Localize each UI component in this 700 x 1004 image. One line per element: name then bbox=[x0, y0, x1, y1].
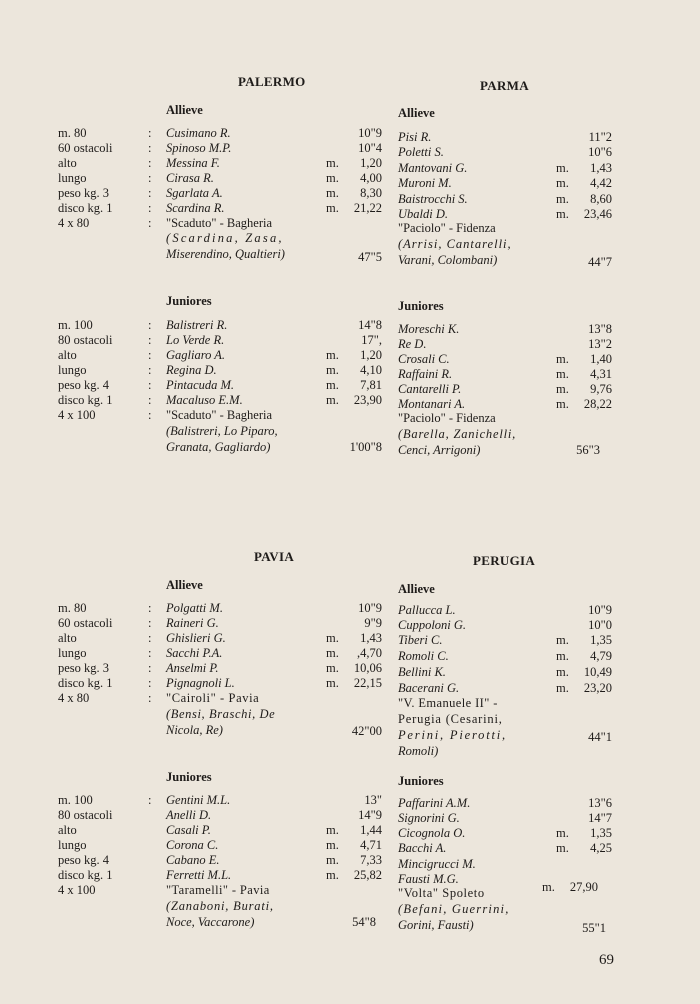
unit-label: m. bbox=[326, 631, 339, 645]
unit-label: m. bbox=[556, 665, 569, 679]
result-value: 4,31 bbox=[590, 367, 612, 381]
athlete-name: Fausti M.G. bbox=[398, 872, 459, 886]
unit-label: m. bbox=[556, 161, 569, 175]
relay-result-value: 54"8 bbox=[352, 915, 376, 929]
unit-label: m. bbox=[556, 681, 569, 695]
result-value: 1,20 bbox=[360, 348, 382, 362]
athlete-name: Cusimano R. bbox=[166, 126, 231, 140]
event-label: disco kg. 1 bbox=[58, 393, 113, 407]
unit-label: m. bbox=[326, 838, 339, 852]
event-label: disco kg. 1 bbox=[58, 201, 113, 215]
event-label: 60 ostacoli bbox=[58, 616, 113, 630]
result-value: 10"0 bbox=[588, 618, 612, 632]
event-label: disco kg. 1 bbox=[58, 868, 113, 882]
unit-label: m. bbox=[556, 382, 569, 396]
result-value: 11"2 bbox=[588, 130, 612, 144]
result-value: 23,20 bbox=[583, 681, 612, 695]
event-label: alto bbox=[58, 823, 77, 837]
athlete-name: Muroni M. bbox=[398, 176, 452, 190]
result-value: 23,46 bbox=[583, 207, 612, 221]
athlete-name: Sacchi P.A. bbox=[166, 646, 223, 660]
athlete-name: Montanari A. bbox=[398, 397, 466, 411]
unit-label: m. bbox=[556, 633, 569, 647]
athlete-name: Regina D. bbox=[166, 363, 217, 377]
unit-label: m. bbox=[326, 853, 339, 867]
unit-label: m. bbox=[326, 348, 339, 362]
result-value: 17", bbox=[361, 333, 382, 347]
city-heading-perugia: PERUGIA bbox=[473, 553, 536, 568]
result-value: 1,20 bbox=[360, 156, 382, 170]
result-value: 7,81 bbox=[360, 378, 382, 392]
event-label: m. 100 bbox=[58, 793, 93, 807]
relay-members: Romoli) bbox=[398, 744, 439, 758]
result-value: 4,71 bbox=[360, 838, 382, 852]
event-label: lungo bbox=[58, 838, 87, 852]
relay-members: Miserendino, Qualtieri) bbox=[166, 247, 285, 261]
relay-result-value: 55"1 bbox=[582, 921, 606, 935]
unit-label: m. bbox=[556, 841, 569, 855]
event-label: m. 80 bbox=[58, 126, 87, 140]
athlete-name: Ubaldi D. bbox=[398, 207, 448, 221]
unit-label: m. bbox=[326, 363, 339, 377]
relay-members: Nicola, Re) bbox=[166, 723, 223, 737]
relay-members: (Balistreri, Lo Piparo, bbox=[166, 424, 278, 438]
result-value: 14"9 bbox=[358, 808, 382, 822]
event-label: 60 ostacoli bbox=[58, 141, 113, 155]
athlete-name: Cicognola O. bbox=[398, 826, 466, 840]
event-label: alto bbox=[58, 631, 77, 645]
unit-label: m. bbox=[326, 676, 339, 690]
event-label: 4 x 80 bbox=[58, 691, 90, 705]
relay-result-value: 47"5 bbox=[358, 250, 382, 264]
relay-club: "Paciolo" - Fidenza bbox=[398, 411, 496, 425]
page-number: 69 bbox=[599, 952, 614, 968]
city-heading-pavia: PAVIA bbox=[254, 549, 295, 564]
athlete-name: Bacerani G. bbox=[398, 681, 460, 695]
result-value: 8,30 bbox=[360, 186, 382, 200]
unit-label: m. bbox=[326, 823, 339, 837]
athlete-name: Mantovani G. bbox=[398, 161, 468, 175]
athlete-name: Moreschi K. bbox=[398, 322, 460, 336]
relay-members: (Bensi, Braschi, De bbox=[166, 707, 276, 721]
result-value: ,4,70 bbox=[357, 646, 382, 660]
result-value: 10"9 bbox=[588, 603, 612, 617]
result-value: 1,35 bbox=[590, 633, 612, 647]
relay-members: (Scardina, Zasa, bbox=[166, 231, 284, 245]
unit-label: m. bbox=[556, 352, 569, 366]
relay-members: Perini, Pierotti, bbox=[398, 728, 507, 742]
unit-label: m. bbox=[326, 393, 339, 407]
unit-label: m. bbox=[326, 868, 339, 882]
relay-result-value: 42"00 bbox=[351, 724, 382, 738]
relay-club: "Volta" Spoleto bbox=[398, 886, 485, 900]
athlete-name: Anselmi P. bbox=[166, 661, 219, 675]
athlete-name: Pisi R. bbox=[398, 130, 432, 144]
result-value: 13"8 bbox=[588, 322, 612, 336]
athlete-name: Anelli D. bbox=[166, 808, 212, 822]
result-value: 9,76 bbox=[590, 382, 612, 396]
relay-members: (Zanaboni, Burati, bbox=[166, 899, 274, 913]
result-value: 8,60 bbox=[590, 192, 612, 206]
relay-members-line: Perugia (Cesarini, bbox=[398, 712, 503, 726]
result-value: 25,82 bbox=[353, 868, 382, 882]
athlete-name: Bellini K. bbox=[398, 665, 446, 679]
result-value: 10"4 bbox=[358, 141, 382, 155]
athlete-name: Pallucca L. bbox=[398, 603, 456, 617]
unit-label: m. bbox=[556, 176, 569, 190]
relay-club: "Cairoli" - Pavia bbox=[166, 691, 260, 705]
result-value: 23,90 bbox=[353, 393, 382, 407]
athlete-name: Balistreri R. bbox=[166, 318, 228, 332]
event-label: lungo bbox=[58, 171, 87, 185]
athlete-name: Pignagnoli L. bbox=[166, 676, 235, 690]
result-value: 14"8 bbox=[358, 318, 382, 332]
relay-result-value: 1'00"8 bbox=[349, 440, 382, 454]
athlete-name: Cabano E. bbox=[166, 853, 220, 867]
unit-label: m. bbox=[556, 649, 569, 663]
unit-label: m. bbox=[326, 201, 339, 215]
athlete-name: Casali P. bbox=[166, 823, 211, 837]
athlete-name: Polgatti M. bbox=[166, 601, 223, 615]
category-heading: Allieve bbox=[166, 578, 203, 592]
category-heading: Allieve bbox=[398, 106, 435, 120]
relay-members: Cenci, Arrigoni) bbox=[398, 443, 481, 457]
athlete-name: Cantarelli P. bbox=[398, 382, 462, 396]
event-label: disco kg. 1 bbox=[58, 676, 113, 690]
event-label: peso kg. 3 bbox=[58, 661, 110, 675]
athlete-name: Cirasa R. bbox=[166, 171, 214, 185]
relay-club: "Paciolo" - Fidenza bbox=[398, 221, 496, 235]
event-label: peso kg. 4 bbox=[58, 853, 110, 867]
result-value: 1,35 bbox=[590, 826, 612, 840]
athlete-name: Raffaini R. bbox=[398, 367, 453, 381]
athlete-name: Romoli C. bbox=[398, 649, 449, 663]
relay-result-value: 56"3 bbox=[576, 443, 600, 457]
result-value: 13"6 bbox=[588, 796, 612, 810]
result-value: 28,22 bbox=[583, 397, 612, 411]
athlete-name: Spinoso M.P. bbox=[166, 141, 232, 155]
category-heading: Juniores bbox=[398, 299, 444, 313]
relay-members: Gorini, Fausti) bbox=[398, 918, 474, 932]
athlete-name: Paffarini A.M. bbox=[398, 796, 471, 810]
athlete-name: Mincigrucci M. bbox=[398, 857, 476, 871]
result-value: 10,49 bbox=[583, 665, 612, 679]
athlete-name: Raineri G. bbox=[166, 616, 219, 630]
relay-club: "Scaduto" - Bagheria bbox=[166, 408, 273, 422]
event-label: 4 x 100 bbox=[58, 883, 96, 897]
relay-result-value: 44"7 bbox=[588, 255, 612, 269]
athlete-name: Signorini G. bbox=[398, 811, 460, 825]
result-value: 10"6 bbox=[588, 145, 612, 159]
result-value: 27,90 bbox=[569, 880, 598, 894]
athlete-name: Bacchi A. bbox=[398, 841, 447, 855]
result-value: 4,10 bbox=[360, 363, 382, 377]
relay-members: (Arrisi, Cantarelli, bbox=[398, 237, 512, 251]
athlete-name: Poletti S. bbox=[398, 145, 444, 159]
athlete-name: Re D. bbox=[398, 337, 427, 351]
result-value: 1,43 bbox=[590, 161, 612, 175]
category-heading: Juniores bbox=[166, 770, 212, 784]
unit-label: m. bbox=[556, 397, 569, 411]
relay-members: (Barella, Zanichelli, bbox=[398, 427, 517, 441]
result-value: 21,22 bbox=[353, 201, 382, 215]
relay-club: "Scaduto" - Bagheria bbox=[166, 216, 273, 230]
athlete-name: Corona C. bbox=[166, 838, 219, 852]
event-label: alto bbox=[58, 348, 77, 362]
result-value: 4,25 bbox=[590, 841, 612, 855]
unit-label: m. bbox=[326, 378, 339, 392]
event-label: m. 80 bbox=[58, 601, 87, 615]
result-value: 1,40 bbox=[590, 352, 612, 366]
result-value: 14"7 bbox=[588, 811, 612, 825]
athlete-name: Sgarlata A. bbox=[166, 186, 223, 200]
athlete-name: Ferretti M.L. bbox=[166, 868, 232, 882]
event-label: lungo bbox=[58, 363, 87, 377]
result-value: 1,44 bbox=[360, 823, 382, 837]
athlete-name: Cuppoloni G. bbox=[398, 618, 467, 632]
unit-label: m. bbox=[326, 186, 339, 200]
category-heading: Juniores bbox=[166, 294, 212, 308]
athlete-name: Messina F. bbox=[166, 156, 220, 170]
city-heading-parma: PARMA bbox=[480, 78, 529, 93]
category-heading: Allieve bbox=[166, 103, 203, 117]
result-value: 10"9 bbox=[358, 126, 382, 140]
unit-label: m. bbox=[556, 367, 569, 381]
athlete-name: Scardina R. bbox=[166, 201, 225, 215]
unit-label: m. bbox=[556, 826, 569, 840]
unit-label: m. bbox=[542, 880, 555, 894]
result-value: 22,15 bbox=[353, 676, 382, 690]
result-value: 4,79 bbox=[590, 649, 612, 663]
event-label: m. 100 bbox=[58, 318, 93, 332]
event-label: 80 ostacoli bbox=[58, 808, 113, 822]
event-label: 80 ostacoli bbox=[58, 333, 113, 347]
result-value: 4,42 bbox=[590, 176, 612, 190]
city-heading-palermo: PALERMO bbox=[238, 74, 306, 89]
result-value: 9"9 bbox=[364, 616, 382, 630]
result-value: 10,06 bbox=[353, 661, 382, 675]
event-label: alto bbox=[58, 156, 77, 170]
athlete-name: Macaluso E.M. bbox=[166, 393, 243, 407]
athlete-name: Lo Verde R. bbox=[166, 333, 225, 347]
event-label: 4 x 100 bbox=[58, 408, 96, 422]
unit-label: m. bbox=[326, 171, 339, 185]
athlete-name: Pintacuda M. bbox=[166, 378, 235, 392]
relay-club: "Taramelli" - Pavia bbox=[166, 883, 270, 897]
category-heading: Allieve bbox=[398, 582, 435, 596]
result-value: 13" bbox=[364, 793, 382, 807]
relay-members bbox=[398, 712, 503, 728]
relay-club: "V. Emanuele II" - bbox=[398, 696, 498, 710]
unit-label: m. bbox=[326, 646, 339, 660]
event-label: 4 x 80 bbox=[58, 216, 90, 230]
result-value: 10"9 bbox=[358, 601, 382, 615]
athlete-name: Crosali C. bbox=[398, 352, 450, 366]
result-value: 4,00 bbox=[360, 171, 382, 185]
relay-result-value: 44"1 bbox=[588, 730, 612, 744]
category-heading: Juniores bbox=[398, 774, 444, 788]
relay-members: Noce, Vaccarone) bbox=[166, 915, 255, 929]
athlete-name: Ghislieri G. bbox=[166, 631, 226, 645]
athlete-name: Baistrocchi S. bbox=[398, 192, 468, 206]
relay-members: Varani, Colombani) bbox=[398, 253, 498, 267]
result-value: 7,33 bbox=[360, 853, 382, 867]
athlete-name: Gentini M.L. bbox=[166, 793, 231, 807]
relay-members: Granata, Gagliardo) bbox=[166, 440, 271, 454]
unit-label: m. bbox=[556, 207, 569, 221]
result-value: 1,43 bbox=[360, 631, 382, 645]
unit-label: m. bbox=[556, 192, 569, 206]
event-label: lungo bbox=[58, 646, 87, 660]
event-label: peso kg. 3 bbox=[58, 186, 110, 200]
unit-label: m. bbox=[326, 661, 339, 675]
relay-members: (Befani, Guerrini, bbox=[398, 902, 510, 916]
result-value: 13"2 bbox=[588, 337, 612, 351]
event-label: peso kg. 4 bbox=[58, 378, 110, 392]
unit-label: m. bbox=[326, 156, 339, 170]
athlete-name: Tiberi C. bbox=[398, 633, 443, 647]
athlete-name: Gagliaro A. bbox=[166, 348, 226, 362]
